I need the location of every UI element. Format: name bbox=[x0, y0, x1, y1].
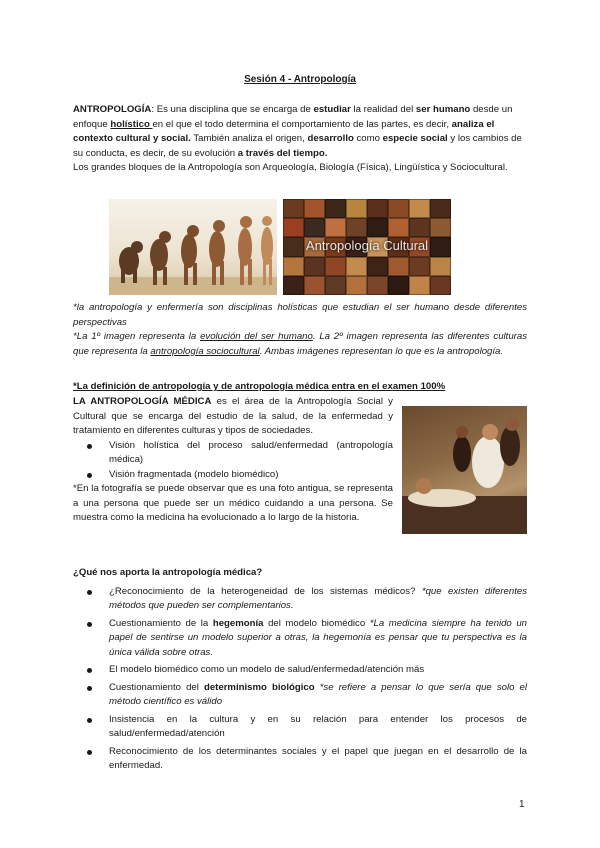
page-number: 1 bbox=[519, 799, 525, 810]
text: la realidad del bbox=[350, 104, 416, 115]
intro-line bbox=[73, 103, 527, 118]
contributions-list bbox=[73, 585, 527, 774]
text-bold-underline: holístico bbox=[110, 118, 153, 130]
text-italic: *La medicina siempre ha tenido un papel de sentirse un modelo superior a otras, la hegemonía es pensar que tu perspectiva es la única válida sobre otras. bbox=[109, 617, 527, 658]
text: como bbox=[353, 133, 383, 144]
text: del modelo biomédico bbox=[263, 617, 370, 629]
text-bold: especie social bbox=[382, 133, 448, 144]
text: es el área de la Antropología Social y Cultural que se encarga del estudio de la salud, de la enfermedad y tratamiento en diferentes culturas y tipos de sociedades. bbox=[73, 396, 393, 436]
text: . La 2º imagen representa las diferentes culturas que representa la bbox=[73, 331, 527, 357]
list-item bbox=[73, 681, 527, 710]
text-bold: a través del tiempo. bbox=[237, 147, 328, 159]
contributions-heading: ¿Qué nos aporta la antropología médica? bbox=[73, 567, 263, 578]
text-italic: *se refiere a pensar lo que sería que solo el método científico es válido bbox=[109, 681, 527, 707]
text: . Ambas imágenes representan lo que es la antropología. bbox=[259, 345, 504, 357]
text-bold: hegemonía bbox=[212, 617, 264, 629]
intro-paragraph bbox=[73, 103, 527, 176]
medical-bullets bbox=[73, 439, 393, 483]
list-item: Visión fragmentada (modelo biomédico) bbox=[73, 468, 393, 483]
contributions-section bbox=[73, 566, 527, 777]
historic-medicine-photo bbox=[402, 406, 527, 534]
text: su conducta, es decir, de su evolución bbox=[73, 147, 238, 159]
text: Cuestionamiento de la bbox=[109, 617, 213, 629]
text-bold: analiza el bbox=[451, 118, 495, 130]
photo-note: *En la fotografía se puede observar que es una foto antigua, se representa a una persona que puede ser un médico cuidando a una persona. Se muestra como la medicina ha evolucionado a lo largo de la historia. bbox=[73, 483, 393, 523]
text: *La 1º imagen representa la bbox=[73, 331, 201, 342]
note-images bbox=[73, 330, 527, 359]
text-bold: determinismo biológico bbox=[203, 681, 315, 693]
list-item bbox=[73, 585, 527, 614]
text: enfoque bbox=[73, 118, 111, 130]
anthropology-term: ANTROPOLOGÍA bbox=[73, 104, 152, 115]
text-bold: ser humano bbox=[415, 104, 471, 115]
cultural-image-caption: Antropología Cultural bbox=[305, 238, 429, 253]
text-italic: *que existen diferentes métodos que pueden ser complementarios. bbox=[109, 585, 527, 611]
human-evolution-image bbox=[109, 199, 277, 295]
text: en el que el todo determina el comportamiento de las partes, es decir, bbox=[152, 118, 452, 130]
intro-line: Los grandes bloques de la Antropología son Arqueología, Biología (Física), Lingüística y Sociocultural. bbox=[73, 162, 508, 173]
text: desde un bbox=[470, 104, 513, 115]
medical-term: LA ANTROPOLOGÍA MÉDICA bbox=[73, 396, 212, 407]
page-title: Sesión 4 - Antropología bbox=[244, 74, 356, 85]
note-holistic: *la antropología y enfermería son disciplinas holísticas que estudian el ser humano desde diferentes perspectivas bbox=[73, 302, 527, 328]
list-item: El modelo biomédico como un modelo de salud/enfermedad/atención más bbox=[73, 663, 527, 678]
text-bold: desarrollo bbox=[307, 133, 354, 144]
text: También analiza el origen, bbox=[190, 133, 308, 144]
text-bold: estudiar bbox=[313, 104, 351, 115]
medical-definition bbox=[73, 395, 393, 439]
exam-note: *La definición de antropología y de antropología médica entra en el examen 100% bbox=[73, 381, 446, 392]
list-item: Reconocimiento de los determinantes sociales y el papel que juegan en el desarrollo de la enfermedad. bbox=[73, 745, 527, 774]
cultural-anthropology-image bbox=[283, 199, 451, 295]
image-notes bbox=[73, 301, 527, 359]
text-underline: evolución del ser humano bbox=[200, 331, 313, 342]
medicine-scene bbox=[402, 406, 527, 534]
list-item bbox=[73, 617, 527, 661]
text: ¿Reconocimiento de la heterogeneidad de los sistemas médicos? bbox=[109, 585, 422, 597]
intro-line bbox=[73, 147, 527, 162]
text: Cuestionamiento del bbox=[109, 681, 204, 693]
list-item: Insistencia en la cultura y en su relación para entender los procesos de salud/enfermedad/atención bbox=[73, 713, 527, 742]
medical-anthropology-section bbox=[73, 395, 393, 526]
text-underline: antropología sociocultural bbox=[150, 345, 260, 357]
evolution-figures bbox=[109, 199, 277, 295]
text: y los cambios de bbox=[447, 133, 522, 144]
text-bold: contexto cultural y social. bbox=[73, 133, 191, 144]
intro-line bbox=[73, 118, 527, 133]
intro-line bbox=[73, 132, 527, 147]
text: : Es una disciplina que se encarga de bbox=[151, 104, 314, 115]
list-item: Visión holística del proceso salud/enfermedad (antropología médica) bbox=[73, 439, 393, 468]
